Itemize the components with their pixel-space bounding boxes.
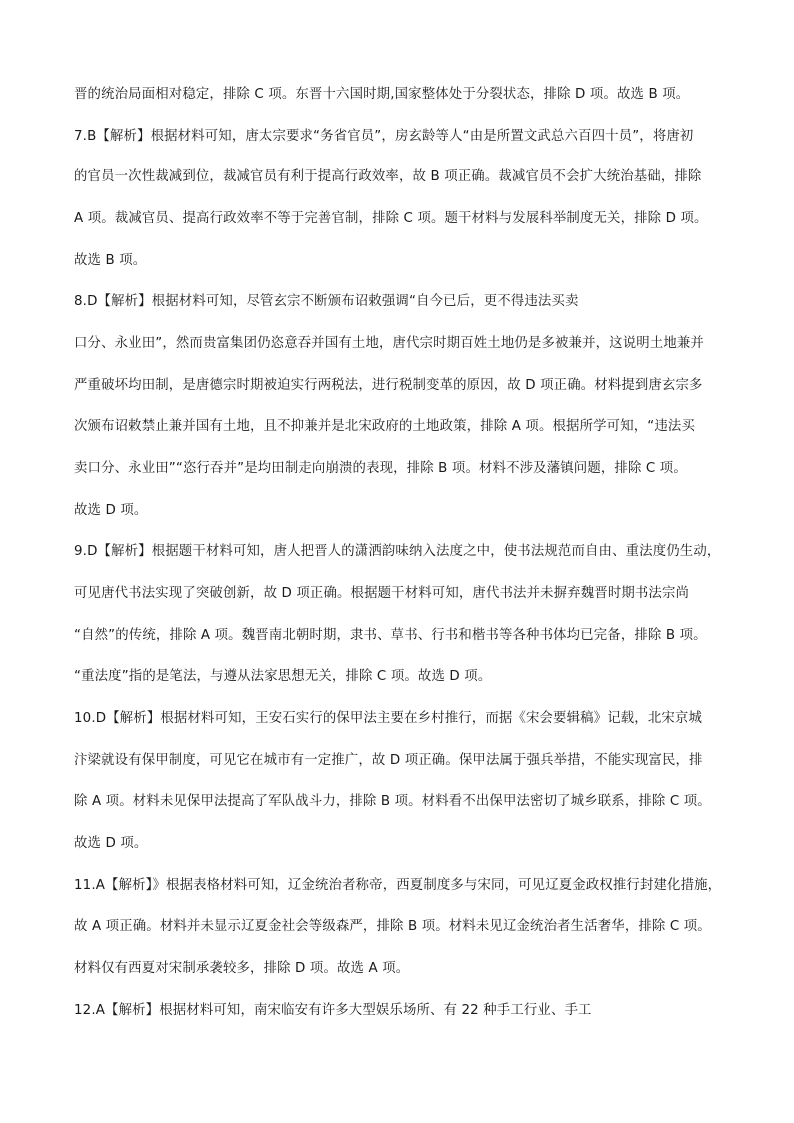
text-line: 8.D【解析】根据材料可知，尽管玄宗不断颁布诏敕强调“自今已后，更不得违法买卖 — [74, 294, 579, 309]
text-line: “自然”的传统，排除 A 项。魏晋南北朝时期，隶书、草书、行书和楷书等各种书体均已完备，排除 B 项。 — [74, 628, 707, 643]
text-line: A 项。裁减官员、提高行政效率不等于完善官制，排除 C 项。题干材料与发展科举制度无关，排除 D 项。 — [74, 211, 708, 226]
text-line: 11.A【解析】》根据表格材料可知，辽金统治者称帝，西夏制度多与宋同，可见辽夏金政权推行封建化措施， — [74, 878, 722, 893]
text-line: 次颁布诏敕禁止兼并国有土地，且不抑兼并是北宋政府的土地政策，排除 A 项。根据所学可知，“违法买 — [74, 419, 695, 434]
text-line: 可见唐代书法实现了突破创新，故 D 项正确。根据题干材料可知，唐代书法并未摒弃魏晋时期书法宗尚 — [74, 586, 690, 601]
text-line: 的官员一次性裁减到位，裁减官员有利于提高行政效率，故 B 项正确。裁减官员不会扩大统治基础，排除 — [74, 169, 702, 184]
text-line: 7.B【解析】根据材料可知，唐太宗要求“务省官员”，房玄龄等人“由是所置文武总六百四十员”，将唐初 — [74, 129, 694, 144]
text-line: 汴梁就设有保甲制度，可见它在城市有一定推广，故 D 项正确。保甲法属于强兵举措，不能实现富民，排 — [74, 753, 703, 768]
text-line: 材料仅有西夏对宋制承袭较多，排除 D 项。故选 A 项。 — [74, 961, 410, 976]
text-line: 故选 B 项。 — [74, 253, 147, 268]
text-line: 卖口分、永业田”“恣行吞并”是均田制走向崩溃的表现，排除 B 项。材料不涉及藩镇问题，排除 C 项。 — [74, 461, 687, 476]
text-line: 故 A 项正确。材料并未显示辽夏金社会等级森严，排除 B 项。材料未见辽金统治者生活奢华，排除 C 项。 — [74, 919, 711, 934]
text-line: 故选 D 项。 — [74, 503, 148, 518]
text-line: 9.D【解析】根据题干材料可知，唐人把晋人的潇洒韵味纳入法度之中，使书法规范而自由、重法度仍生动， — [74, 544, 721, 559]
text-line: 10.D【解析】根据材料可知，王安石实行的保甲法主要在乡村推行，而据《宋会要辑稿》记载，北宋京城 — [74, 711, 702, 726]
text-line: “重法度”指的是笔法，与遵从法家思想无关，排除 C 项。故选 D 项。 — [74, 669, 492, 684]
text-line: 晋的统治局面相对稳定，排除 C 项。东晋十六国时期,国家整体处于分裂状态，排除 D 项。故选 B 项。 — [74, 87, 690, 102]
text-line: 严重破坏均田制，是唐德宗时期被迫实行两税法，进行税制变革的原因，故 D 项正确。材料提到唐玄宗多 — [74, 378, 703, 393]
text-line: 故选 D 项。 — [74, 836, 148, 851]
text-line: 12.A【解析】根据材料可知，南宋临安有许多大型娱乐场所、有 22 种手工行业、手工 — [74, 1003, 592, 1018]
text-line: 口分、永业田”，然而贵富集团仍恣意吞并国有土地，唐代宗时期百姓土地仍是多被兼并，这说明土地兼并 — [74, 336, 704, 351]
text-line: 除 A 项。材料未见保甲法提高了军队战斗力，排除 B 项。材料看不出保甲法密切了城乡联系，排除 C 项。 — [74, 794, 711, 809]
